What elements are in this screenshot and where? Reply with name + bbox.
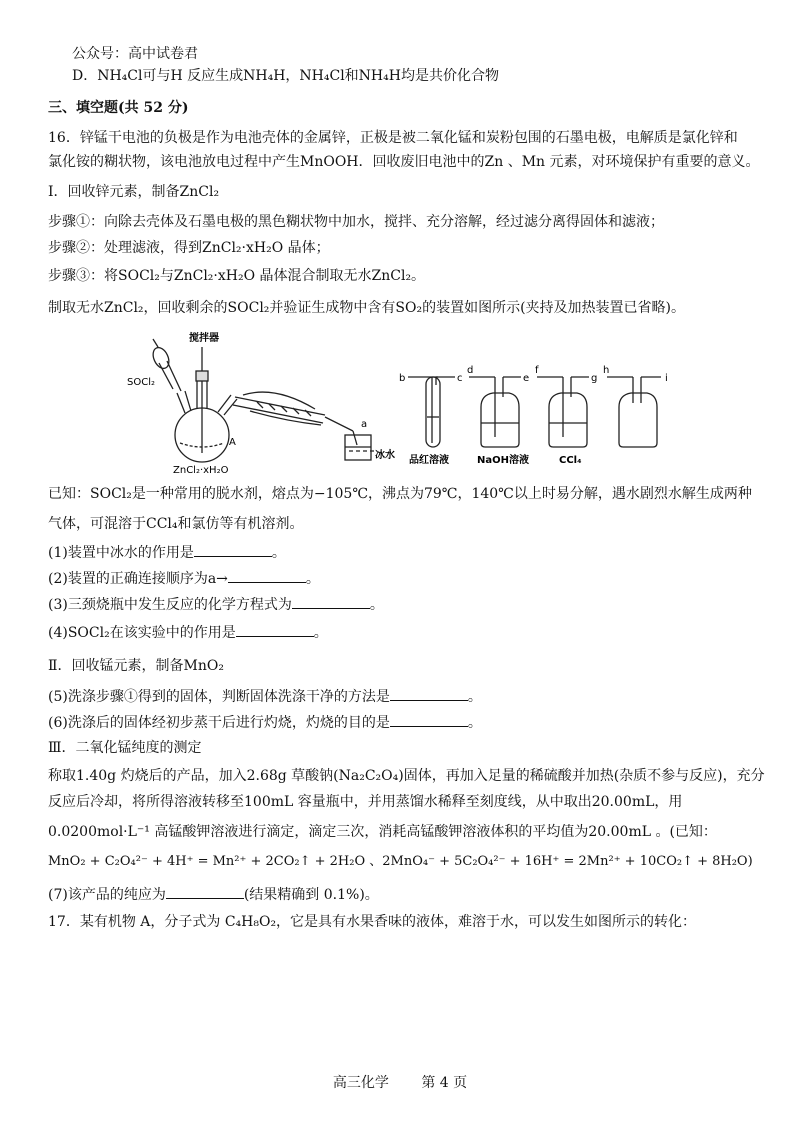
port-h: h [603,365,610,376]
part3-equations: MnO₂ + C₂O₄²⁻ + 4H⁺ = Mn²⁺ + 2CO₂↑ + 2H₂O 、2MnO₄⁻ + 5C₂O₄²⁻ + 16H⁺ = 2Mn²⁺ + 10CO₂↑ + 8H₂O) [48,854,753,869]
question-7: (7)该产品的纯应为 (结果精确到 0.1%)。 [48,884,760,905]
label-bottle-3: CCl₄ [559,455,582,466]
footer-subject: 高三化学 [332,1075,389,1091]
apparatus-figure [125,325,685,475]
section-title: 三、填空题(共 52 分) [48,100,189,116]
question-3: (3)三颈烧瓶中发生反应的化学方程式为 。 [48,594,760,615]
label-flask-a: A [229,437,236,448]
question-6: (6)洗涤后的固体经初步蒸干后进行灼烧，灼烧的目的是 。 [48,712,760,733]
port-d: d [467,365,474,376]
label-socl2: SOCl₂ [127,377,155,388]
setup-description: 制取无水ZnCl₂，回收剩余的SOCl₂并验证生成物中含有SO₂的装置如图所示(夹持及加热装置已省略)。 [48,300,686,316]
step-2: 步骤②：处理滤液，得到ZnCl₂·xH₂O 晶体； [48,240,330,256]
question-2: (2)装置的正确连接顺序为a→ 。 [48,568,760,589]
label-a: a [361,419,368,430]
port-c: c [457,373,463,384]
port-g: g [591,373,598,384]
step-1: 步骤①：向除去壳体及石墨电极的黑色糊状物中加水，搅拌、充分溶解，经过滤分离得固体和滤液； [48,214,664,230]
part3-line-2: 反应后冷却，将所得溶液转移至100mL 容量瓶中，并用蒸馏水稀释至刻度线，从中取出20.00mL，用 [48,794,683,810]
question-1: (1)装置中冰水的作用是 。 [48,542,760,563]
label-flask-content: ZnCl₂·xH₂O [173,465,229,475]
port-i: i [665,373,668,384]
footer-page: 第 4 页 [421,1075,468,1091]
header-account: 公众号：高中试卷君 [72,46,198,62]
part2-title: Ⅱ．回收锰元素，制备MnO₂ [48,658,224,674]
port-e: e [523,373,530,384]
part3-line-3: 0.0200mol·L⁻¹ 高锰酸钾溶液进行滴定，滴定三次，消耗高锰酸钾溶液体积的平均值为20.00mL 。(已知： [48,824,717,840]
known-2: 气体，可混溶于CCl₄和氯仿等有机溶剂。 [48,516,304,532]
step-3: 步骤③：将SOCl₂与ZnCl₂·xH₂O 晶体混合制取无水ZnCl₂。 [48,268,426,284]
label-stirrer: 搅拌器 [189,333,219,344]
port-b: b [399,373,406,384]
q16-intro-2: 氯化铵的糊状物，该电池放电过程中产生MnOOH．回收废旧电池中的Zn 、Mn 元素，对环境保护有重要的意义。 [48,154,760,170]
q16-intro-1: 16．锌锰干电池的负极是作为电池壳体的金属锌，正极是被二氧化锰和炭粉包围的石墨电极，电解质是氯化锌和 [48,130,738,146]
page-footer [0,1072,800,1092]
label-ice-water: 冰水 [375,450,395,461]
label-bottle-1: 品红溶液 [409,455,449,466]
question-4: (4)SOCl₂在该实验中的作用是 。 [48,622,760,643]
option-d: D．NH₄Cl可与H 反应生成NH₄H，NH₄Cl和NH₄H均是共价化合物 [72,68,499,84]
label-bottle-2: NaOH溶液 [477,455,529,466]
q17-text: 17．某有机物 A，分子式为 C₄H₈O₂，它是具有水果香味的液体，难溶于水，可以发生如图所示的转化： [48,914,697,930]
part1-title: Ⅰ．回收锌元素，制备ZnCl₂ [48,184,220,200]
part3-line-1: 称取1.40g 灼烧后的产品，加入2.68g 草酸钠(Na₂C₂O₄)固体，再加入足量的稀硫酸并加热(杂质不参与反应)，充分 [48,768,765,784]
question-5: (5)洗涤步骤①得到的固体，判断固体洗涤干净的方法是 。 [48,686,760,707]
port-f: f [535,365,539,376]
part3-title: Ⅲ．二氧化锰纯度的测定 [48,740,202,756]
known-1: 已知：SOCl₂是一种常用的脱水剂，熔点为−105℃，沸点为79℃，140℃以上时易分解，遇水剧烈水解生成两种 [48,486,752,502]
